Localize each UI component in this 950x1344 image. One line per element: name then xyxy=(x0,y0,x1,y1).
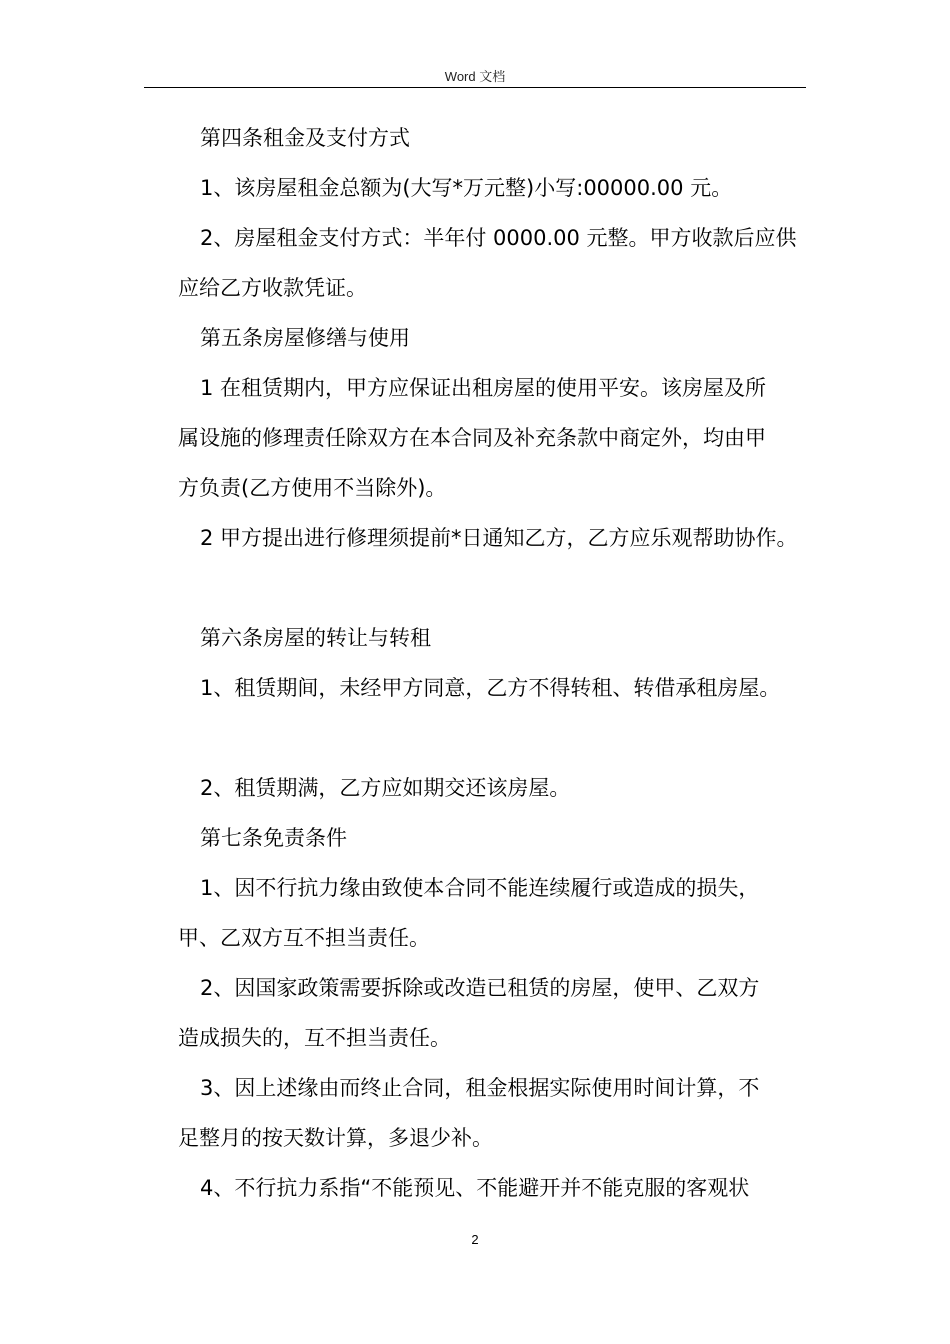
section-heading-article-4: 第四条租金及支付方式 xyxy=(200,126,410,150)
paragraph: 2 甲方提出进行修理须提前*日通知乙方，乙方应乐观帮助协作。 xyxy=(200,526,798,550)
page-number: 2 xyxy=(471,1232,479,1247)
paragraph-continuation: 属设施的修理责任除双方在本合同及补充条款中商定外，均由甲 xyxy=(178,426,766,450)
header-divider xyxy=(144,87,806,88)
paragraph-continuation: 足整月的按天数计算，多退少补。 xyxy=(178,1126,493,1150)
paragraph-continuation: 甲、乙双方互不担当责任。 xyxy=(178,926,430,950)
paragraph: 1、该房屋租金总额为(大写*万元整)小写:00000.00 元。 xyxy=(200,176,733,200)
page-header: Word 文档 xyxy=(444,69,506,84)
blank-line xyxy=(178,726,818,776)
paragraph: 3、因上述缘由而终止合同，租金根据实际使用时间计算，不 xyxy=(200,1076,760,1100)
paragraph: 1、因不行抗力缘由致使本合同不能连续履行或造成的损失， xyxy=(200,876,760,900)
blank-line xyxy=(178,576,818,626)
section-heading-article-5: 第五条房屋修缮与使用 xyxy=(200,326,410,350)
paragraph: 2、因国家政策需要拆除或改造已租赁的房屋，使甲、乙双方 xyxy=(200,976,760,1000)
paragraph: 1、租赁期间，未经甲方同意，乙方不得转租、转借承租房屋。 xyxy=(200,676,781,700)
paragraph-continuation: 应给乙方收款凭证。 xyxy=(178,276,367,300)
paragraph: 4、不行抗力系指“不能预见、不能避开并不能克服的客观状 xyxy=(200,1176,750,1200)
paragraph: 2、租赁期满，乙方应如期交还该房屋。 xyxy=(200,776,571,800)
paragraph: 1 在租赁期内，甲方应保证出租房屋的使用平安。该房屋及所 xyxy=(200,376,767,400)
section-heading-article-7: 第七条免责条件 xyxy=(200,826,347,850)
paragraph-continuation: 造成损失的，互不担当责任。 xyxy=(178,1026,451,1050)
paragraph: 2、房屋租金支付方式：半年付 0000.00 元整。甲方收款后应供 xyxy=(200,226,797,250)
section-heading-article-6: 第六条房屋的转让与转租 xyxy=(200,626,431,650)
document-body xyxy=(178,126,818,1226)
paragraph-continuation: 方负责(乙方使用不当除外)。 xyxy=(178,476,447,500)
